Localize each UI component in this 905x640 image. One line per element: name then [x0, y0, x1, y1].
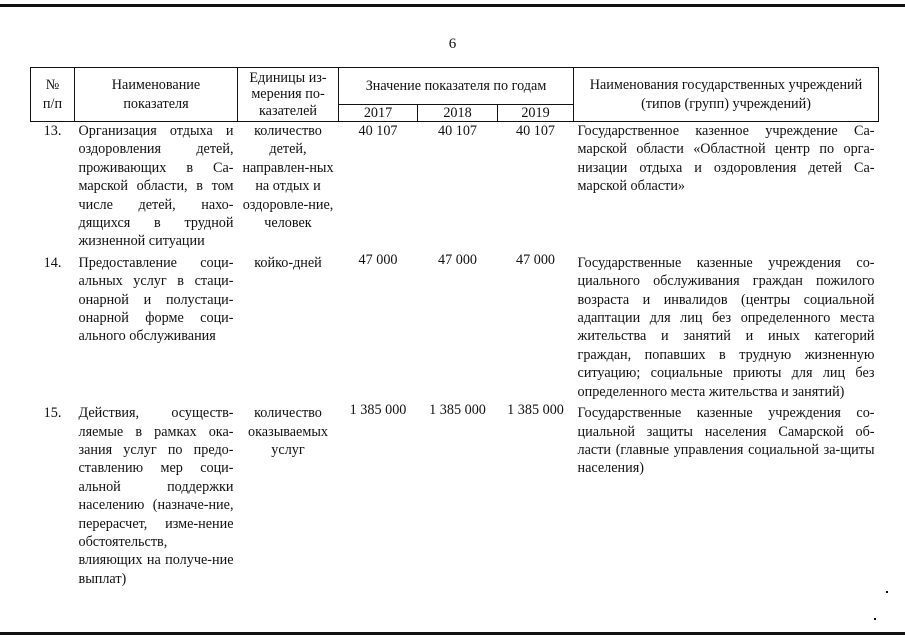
header-institutions-line-1: Наименования государственных учреждений: [589, 77, 863, 94]
row-number: 14.: [43, 254, 62, 271]
row-number: 13.: [43, 123, 62, 139]
header-year-2019: 2019: [498, 105, 574, 122]
header-name-line-1: Наименование: [111, 77, 201, 94]
value-2019: 1 385 000: [507, 402, 564, 419]
indicator-name: Действия, осуществ-ляемые в рамках ока-зания услуг по предо-ставлению мер соци-альной поддержки населению (назначе-ние, перерасчет, изме-нение обстоятельств, влияющих на получе-ние выплат): [78, 405, 234, 587]
header-units-line-1: Единицы из-: [249, 69, 327, 86]
page-number: 6: [448, 36, 457, 52]
institution-name: Государственные казенные учреждения со-циальной защиты населения Самарской об-ласти (главные управления социальной за-щиты населения): [577, 405, 875, 477]
indicator-name: Организация отдыха и оздоровления детей, проживающих в Са-марской области, в том числе детей, нахо-дящихся в трудной жизненной ситуации: [78, 123, 234, 250]
scan-speck: [886, 591, 888, 593]
header-institutions-line-2: (типов (групп) учреждений): [641, 95, 811, 112]
header-num: [31, 68, 75, 122]
value-2017: 40 107: [358, 123, 398, 139]
row-number: 15.: [43, 405, 62, 422]
header-num-line-1: №: [45, 77, 60, 94]
value-2018: 1 385 000: [429, 402, 486, 419]
value-2018: 47 000: [437, 251, 477, 268]
header-units: [238, 68, 339, 122]
header-values-by-year: Значение показателя по годам: [339, 68, 574, 105]
scan-speck: [874, 618, 876, 620]
header-institutions: [574, 68, 879, 122]
header-year-2018: 2018: [418, 105, 498, 122]
table-header: [31, 68, 879, 122]
value-2018: 40 107: [437, 123, 477, 139]
institution-name: Государственное казенное учреждение Са-марской области «Областной центр по орга-низации отдыха и оздоровления детей Са-марской области»: [577, 123, 875, 195]
header-year-2017: 2017: [339, 105, 418, 122]
institution-name: Государственные казенные учреждения со-циального обслуживания граждан пожилого возраста и инвалидов (центры социальной адаптации для лиц без определенного места жительства и занятий и иных категорий граждан, попавших в трудную жизненную ситуацию; социальные приюты для лиц без определенного места жительства и занятий): [577, 254, 875, 400]
table-row: [31, 401, 879, 588]
top-border-rule: [0, 4, 905, 7]
indicator-unit: количество детей, направлен-ных на отдых и оздоровле-ние, человек: [242, 123, 334, 232]
indicators-table: [30, 67, 879, 588]
indicator-unit: количество оказываемых услуг: [248, 405, 328, 458]
header-units-line-3: казателей: [259, 102, 317, 119]
header-units-line-2: мерения по-: [251, 86, 325, 103]
header-name-line-2: показателя: [123, 95, 189, 112]
header-num-line-2: п/п: [42, 95, 63, 112]
value-2017: 47 000: [358, 251, 398, 268]
value-2017: 1 385 000: [349, 402, 407, 419]
value-2019: 47 000: [516, 251, 556, 268]
indicator-name: Предоставление соци-альных услуг в стаци-онарной и полустаци-онарной форме соци-ального обслуживания: [78, 254, 234, 345]
header-name: [75, 68, 238, 122]
value-2019: 40 107: [516, 123, 556, 139]
table-row: [31, 122, 879, 251]
indicator-unit: койко-дней: [254, 254, 322, 271]
bottom-border-rule: [0, 632, 905, 635]
table-row: [31, 251, 879, 401]
